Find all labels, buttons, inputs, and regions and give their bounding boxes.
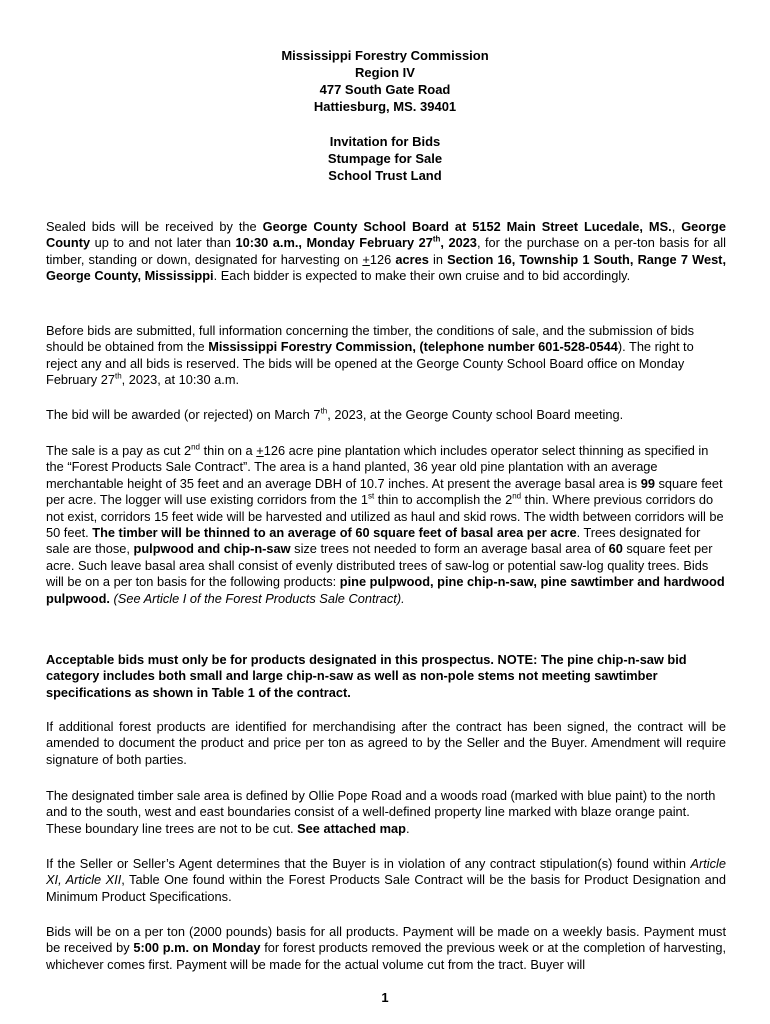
title-trust-land: School Trust Land bbox=[328, 168, 442, 183]
paragraph-sale-description bbox=[46, 443, 726, 607]
paragraph-sale-area bbox=[46, 788, 726, 837]
letterhead bbox=[0, 47, 770, 115]
paragraph-bid-info bbox=[46, 323, 726, 389]
text-run: for forest products removed the previous week or at the completion of harvesting, whichever comes first. Payment will be made for the actual volume cut from the tract. Buyer will bbox=[46, 940, 726, 972]
ordinal-suffix: nd bbox=[512, 491, 522, 501]
text-run: , Table One found within the Forest Products Sale Contract will be the basis for Product Designation and Minimum Product Specifications. bbox=[46, 872, 726, 904]
text-run: If the Seller or Seller’s Agent determines that the Buyer is in violation of any contract stipulation(s) found within bbox=[46, 856, 691, 871]
text-run: thin to accomplish the 2 bbox=[374, 492, 513, 508]
title-invitation: Invitation for Bids bbox=[329, 134, 441, 149]
text-run: , 2023, at 10:30 a.m. bbox=[121, 372, 240, 388]
text-run: Before bids are submitted, full information concerning the timber, the conditions of sale, and the submission of bids should be obtained from the bbox=[46, 323, 695, 355]
document-title bbox=[0, 133, 770, 184]
text-run: up to and not later than bbox=[90, 235, 236, 251]
legal-description: Section 16, Township 1 South, Range 7 West, George County, Mississippi bbox=[46, 251, 726, 284]
acres-label: acres bbox=[395, 251, 429, 267]
ordinal-suffix: th bbox=[432, 235, 441, 245]
text-run: Sealed bids will be received by the bbox=[46, 219, 263, 234]
organization-name: Mississippi Forestry Commission bbox=[281, 48, 489, 63]
ordinal-suffix: nd bbox=[191, 442, 201, 452]
region-name: Region IV bbox=[355, 65, 415, 80]
ordinal-suffix: th bbox=[320, 406, 328, 416]
title-stumpage: Stumpage for Sale bbox=[327, 151, 443, 166]
ordinal-suffix: st bbox=[367, 491, 375, 501]
basal-area-value: 99 bbox=[640, 475, 655, 491]
paragraph-amendments: If additional forest products are identified for merchandising after the contract has been signed, the contract will be amended to document the product and price per ton as agreed to by the Seller and the Buyer. Amendment will require signature of both parties. bbox=[46, 719, 726, 767]
text-run: , for the purchase on a per-ton basis for all timber, standing or down, designated for harvesting on bbox=[46, 235, 726, 267]
text-run: size trees not needed to form an average basal area of bbox=[290, 541, 609, 557]
plus-minus-sign: + bbox=[362, 251, 370, 267]
text-run: thin. Where previous corridors do not exist, corridors 15 feet wide will be harvested and utilized as haul and skid rows. The width between corridors will be 50 feet. bbox=[46, 492, 724, 541]
product-sizes: pulpwood and chip-n-saw bbox=[133, 541, 291, 557]
text-run: , 2023, at the George County school Board meeting. bbox=[327, 407, 624, 422]
paragraph-acceptable-bids: Acceptable bids must only be for products designated in this prospectus. NOTE: The pine chip-n-saw bid category includes both small and large chip-n-saw as well as non-pole stems not meeting sawtimber specifications as shown in Table 1 of the contract. bbox=[46, 652, 687, 700]
payment-deadline: 5:00 p.m. on Monday bbox=[133, 940, 261, 956]
thinning-target: The timber will be thinned to an average of 60 square feet of basal area per acre bbox=[92, 525, 577, 541]
text-run: The designated timber sale area is defined by Ollie Pope Road and a woods road (marked with blue paint) to the north and to the south, west and east boundaries consist of a well-defined property line marked with blaze orange paint. These boundary line trees are not to be cut. bbox=[46, 788, 716, 836]
bid-deadline: 10:30 a.m., Monday February 27 bbox=[235, 235, 433, 251]
county-name: George County bbox=[46, 219, 726, 251]
text-run: 126 acre pine plantation which includes operator select thinning as specified in the “Forest Products Sale Contract”. The area is a hand planted, 36 year old pine plantation with an average merchantable height of 35 feet and an average DBH of 10.7 inches. At present the average basal area is bbox=[46, 443, 709, 491]
text-run: . Trees designated for sale are those, bbox=[46, 525, 701, 557]
text-run: The bid will be awarded (or rejected) on March 7 bbox=[46, 407, 321, 422]
text-run: . Each bidder is expected to make their own cruise and to bid accordingly. bbox=[213, 268, 631, 284]
text-run: in bbox=[428, 251, 448, 267]
bid-location: George County School Board at 5152 Main Street Lucedale, MS. bbox=[262, 219, 672, 234]
text-run: square feet per acre. The logger will use existing corridors from the 1 bbox=[46, 475, 723, 508]
product-list: pine pulpwood, pine chip-n-saw, pine sawtimber and hardwood pulpwood. bbox=[46, 574, 725, 606]
paragraph-award-date bbox=[46, 407, 726, 423]
text-run: The sale is a pay as cut 2 bbox=[46, 443, 192, 458]
paragraph-payment bbox=[46, 924, 726, 973]
street-address: 477 South Gate Road bbox=[319, 82, 451, 97]
page-number: 1 bbox=[381, 990, 389, 1005]
text-run: . bbox=[405, 820, 410, 836]
contract-reference: (See Article I of the Forest Products Sale Contract). bbox=[113, 590, 405, 606]
map-reference: See attached map bbox=[297, 820, 406, 836]
text-run: Bids will be on a per ton (2000 pounds) basis for all products. Payment will be made on a weekly basis. Payment must be received by bbox=[46, 924, 726, 956]
city-address: Hattiesburg, MS. 39401 bbox=[313, 99, 457, 114]
text-run: ). The right to reject any and all bids is reserved. The bids will be opened at the George County School Board office on Monday February 27 bbox=[46, 339, 694, 388]
article-reference: Article XI, Article XII bbox=[46, 856, 726, 888]
acreage: 126 bbox=[369, 251, 396, 267]
ordinal-suffix: th bbox=[115, 371, 122, 381]
leave-basal-area: 60 bbox=[608, 541, 623, 557]
paragraph-sealed-bids bbox=[46, 219, 726, 285]
paragraph-violations bbox=[46, 856, 726, 905]
text-run: , bbox=[671, 219, 682, 234]
bid-deadline-year: , 2023 bbox=[440, 235, 477, 251]
plus-minus-sign: + bbox=[256, 443, 264, 458]
text-run: square feet per acre. Such leave basal area shall consist of evenly distributed trees of saw-log or potential saw-log quality trees. Bids will be on a per ton basis for the following products: bbox=[46, 541, 713, 590]
text-run: thin on a bbox=[200, 443, 257, 458]
contact-phone: Mississippi Forestry Commission, (telephone number 601-528-0544 bbox=[208, 339, 618, 355]
